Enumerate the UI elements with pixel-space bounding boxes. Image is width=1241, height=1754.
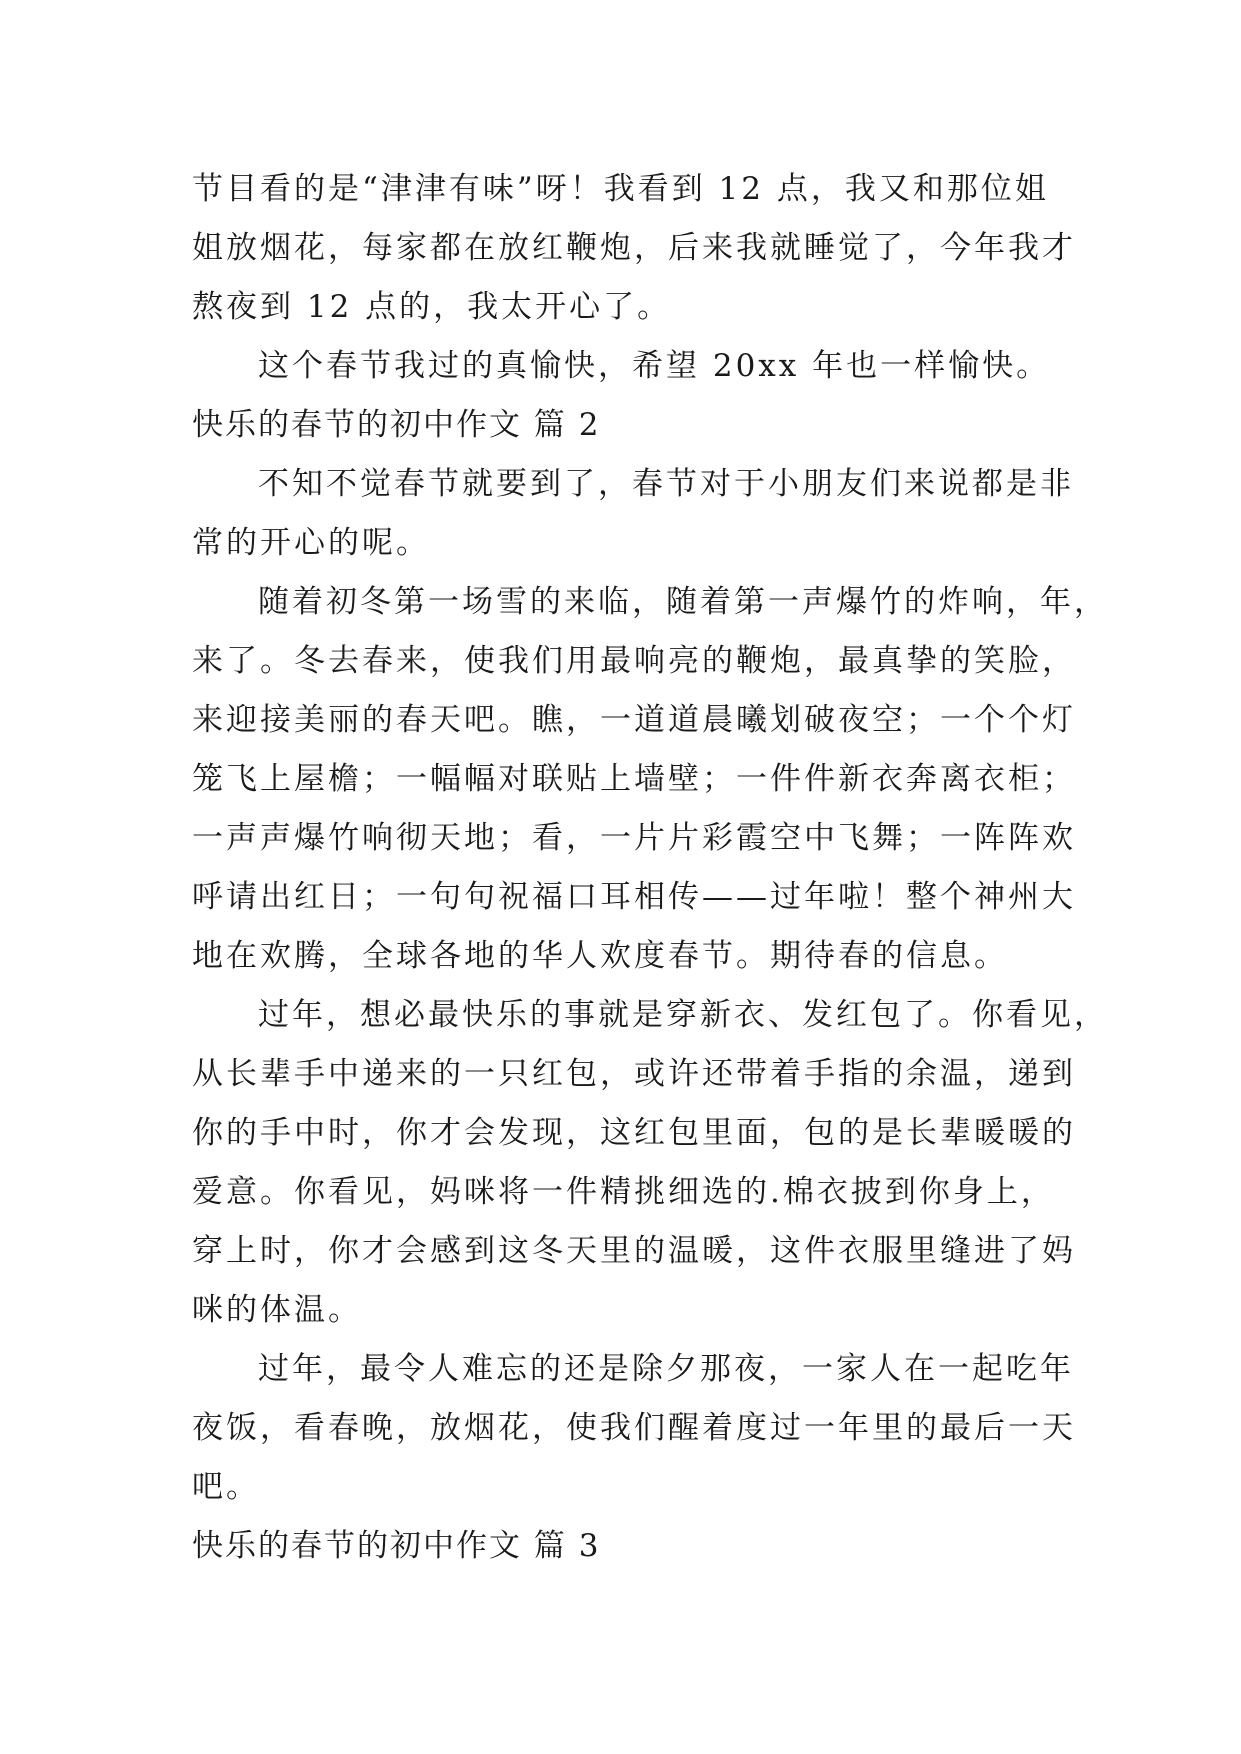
text-line: 爱意。你看见，妈咪将一件精挑细选的.棉衣披到你身上， [192, 1174, 1055, 1210]
text-line: 呼请出红日；一句句祝福口耳相传——过年啦！整个神州大 [192, 879, 1076, 915]
paragraph-line: 过年，最令人难忘的还是除夕那夜，一家人在一起吃年 [258, 1351, 1074, 1387]
text-line: 咪的体温。 [192, 1292, 362, 1328]
paragraph-line: 随着初冬第一场雪的来临，随着第一声爆竹的炸响，年， [258, 584, 1108, 620]
section-heading: 快乐的春节的初中作文 篇 3 [192, 1528, 601, 1564]
text-line: 笼飞上屋檐；一幅幅对联贴上墙壁；一件件新衣奔离衣柜； [192, 761, 1076, 797]
paragraph-line: 这个春节我过的真愉快，希望 20xx 年也一样愉快。 [258, 348, 1051, 384]
section-heading: 快乐的春节的初中作文 篇 2 [192, 407, 601, 443]
text-line: 你的手中时，你才会发现，这红包里面，包的是长辈暖暖的 [192, 1115, 1076, 1151]
document-body [192, 160, 1108, 1576]
paragraph-line: 过年，想必最快乐的事就是穿新衣、发红包了。你看见， [258, 997, 1108, 1033]
text-line: 熬夜到 12 点的，我太开心了。 [192, 289, 672, 325]
text-line: 节目看的是“津津有味”呀！我看到 12 点，我又和那位姐 [192, 171, 1049, 207]
text-line: 夜饭，看春晚，放烟花，使我们醒着度过一年里的最后一天 [192, 1410, 1076, 1446]
text-line: 一声声爆竹响彻天地；看，一片片彩霞空中飞舞；一阵阵欢 [192, 820, 1076, 856]
text-line: 来迎接美丽的春天吧。瞧，一道道晨曦划破夜空；一个个灯 [192, 702, 1076, 738]
text-line: 从长辈手中递来的一只红包，或许还带着手指的余温，递到 [192, 1056, 1076, 1092]
text-line: 常的开心的呢。 [192, 525, 430, 561]
text-line: 穿上时，你才会感到这冬天里的温暖，这件衣服里缝进了妈 [192, 1233, 1076, 1269]
text-line: 姐放烟花，每家都在放红鞭炮，后来我就睡觉了，今年我才 [192, 230, 1076, 266]
paragraph-line: 不知不觉春节就要到了，春节对于小朋友们来说都是非 [258, 466, 1074, 502]
text-line: 来了。冬去春来，使我们用最响亮的鞭炮，最真挚的笑脸， [192, 643, 1076, 679]
text-line: 吧。 [192, 1469, 260, 1505]
text-line: 地在欢腾，全球各地的华人欢度春节。期待春的信息。 [192, 938, 1008, 974]
